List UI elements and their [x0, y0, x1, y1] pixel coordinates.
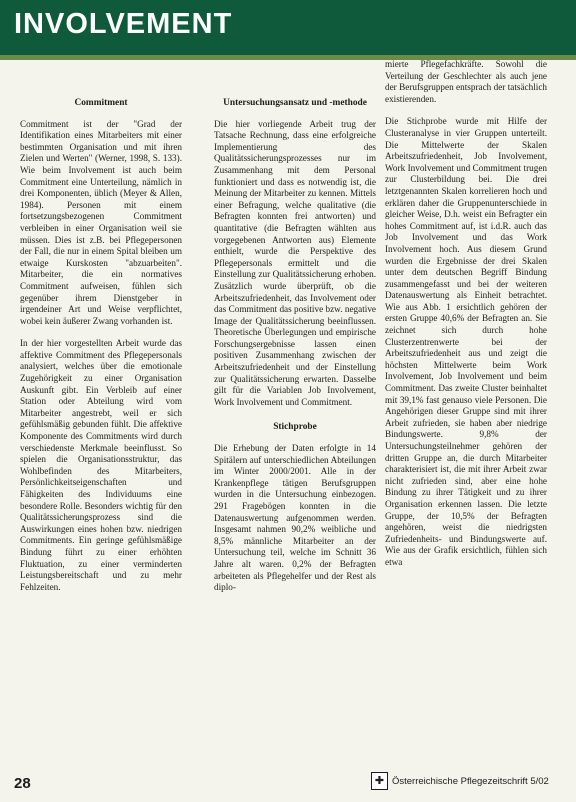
column-2	[214, 98, 376, 605]
paragraph: mierte Pflegefachkräfte. Sowohl die Verteilung der Geschlechter als auch jene der Berufsgruppen entsprach der tatsächlich existierenden.	[385, 59, 547, 104]
cross-logo-icon: ✚	[371, 772, 388, 790]
paragraph: In der hier vorgestellten Arbeit wurde das affektive Commitment des Pflegepersonals analysiert, welches über die emotionale Zugehörigkeit zu einer Organisation Auskunft gibt. Ein Verbleib auf einer Station oder Abteilung wird vom Mitarbeiter angestrebt, weil er sich gefühlsmäßig gebunden fühlt. Die affektive Komponente des Commitments wird durch verschiedenste Merkmale beeinflusst. So spielen die Organisationsstruktur, das Wohlbefinden des Mitarbeiters, Persönlichkeitseigenschaften und Fähigkeiten des Individuums eine besondere Rolle. Besonders wichtig für den Qualitätssicherungsprozess sind die Auswirkungen eines hohen bzw. niedrigen Commitments. Ein geringe gefühlsmäßige Bindung führt zu einer erhöhten Fluktuation, zu einer verminderten Leistungsbereitschaft und zu mehr Fehlzeiten.	[20, 338, 182, 592]
header-band	[0, 0, 576, 55]
paragraph: Die Erhebung der Daten erfolgte in 14 Spitälern auf unterschiedlichen Abteilungen im Winter 2000/2001. Alle in der Krankenpflege tätigen Berufsgruppen wurden in die Untersuchung einbezogen. 291 Fragebögen konnten in die Datenauswertung aufgenommen werden. Insgesamt nahmen 90,2% weibliche und 8,5% männliche Mitarbeiter an der Untersuchung teil, welche im Schnitt 36 Jahre alt waren. 0,2% der Befragten arbeiteten als Pflegehelfer und der Rest als diplo-	[214, 443, 376, 593]
paragraph: Die hier vorliegende Arbeit trug der Tatsache Rechnung, dass eine erfolgreiche Implementierung des Qualitätssicherungsprozesses nur im Zusammenhang mit dem Personal funktioniert und dass es notwendig ist, die Meinung der Mitarbeiter zu kennen. Mittels einer Befragung, welche qualitative (die Befragten konnten frei antworten) und quantitative (die Befragten wählten aus vorgegebenen Antworten aus) Elemente enthielt, wurde die Perspektive des Pflegepersonals ermittelt und die Einstellung zur Qualitätssicherung erhoben. Zusätzlich wurde überprüft, ob die Arbeitszufriedenheit, das Involvement oder das Commitment das positive bzw. negative Image der Qualitätssicherung beeinflussen. Theoretische Überlegungen und empirische Forschungsergebnisse lassen einen positiven Zusammenhang zwischen der Arbeitszufriedenheit und der Einstellung zur Qualitätssicherung erwarten. Dasselbe gilt für die Variablen Job Involvement, Work Involvement und Commitment.	[214, 118, 376, 407]
paragraph: Commitment ist der "Grad der Identifikation eines Mitarbeiters mit einer bestimmten Organisation und mit ihren Zielen und Werten" (Werner, 1998, S. 133). Wie beim Involvement ist auch beim Commitment eine Unterteilung, nämlich in drei Komponenten, üblich (Meyer & Allen, 1984). Personen mit einem fortsetzungsbezogenen Commitment verbleiben in einer Organisation weil sie müssen. Dies ist z.B. bei Pflegepersonen der Fall, die nur in einem Spital bleiben um etwaige Kurskosten "abzuarbeiten". Mitarbeiter, die ein normatives Commitment aufweisen, fühlen sich gegenüber ihrem Dienstgeber in irgendeiner Art und Weise verpflichtet, wobei kein äußerer Zwang vorhanden ist.	[20, 118, 182, 326]
column-1	[20, 98, 182, 604]
paragraph: Die Stichprobe wurde mit Hilfe der Clusteranalyse in vier Gruppen unterteilt. Die Mittelwerte der Skalen Arbeitszufriedenheit, Job Involvement, Work Involvement und Commitment trugen zur Clusterbildung bei. Die drei letztgenannten Skalen korrelieren hoch und erklären daher die Gruppenunterschiede in gleicher Weise, D.h. weist ein Befragter ein hohes Commitment auf, ist i.d.R. auch das Job Involvement und das Work Involvement hoch. Aus diesem Grund wurden die Ergebnisse der drei Skalen unter dem deutschen Begriff Bindung zusammengefasst und bei der weiteren Datenauswertung als Einheit betrachtet. Wie aus Abb. 1 ersichtlich gehören der ersten Gruppe 40,6% der Befragten an. Sie zeichnet sich durch hohe Clusterzentrenwerte bei der Arbeitszufriedenheit aus und zeigt die höchsten Mittelwerte beim Work Involvement, Job Involvement und beim Commitment. Das zweite Cluster beinhaltet mit 39,1% fast genauso viele Personen. Die Angehörigen dieser Gruppe sind mit ihrer Arbeit zufrieden, sie haben aber niedrige Bindungswerte. 9,8% der Untersuchungsteilnehmer gehören der dritten Gruppe an, die durch Mitarbeiter charakterisiert ist, die mit ihrer Arbeit zwar nicht zufrieden sind, aber eine hohe Bindung zu ihrer Tätigkeit und zu ihrer Organisation erkennen lassen. Die letzte Gruppe, der 10,5% der Befragten angehören, weist die niedrigsten Zufriedenheits- und Bindungswerte auf. Wie aus der Grafik ersichtlich, fühlen sich etwa	[385, 116, 547, 567]
section-title: INVOLVEMENT	[14, 8, 233, 40]
journal-name: Österreichische Pflegezeitschrift 5/02	[392, 776, 549, 787]
column-3	[385, 59, 547, 580]
heading-untersuchungsansatz: Untersuchungsansatz und -methode	[223, 98, 367, 108]
page-number: 28	[14, 775, 31, 792]
heading-stichprobe: Stichprobe	[273, 422, 317, 433]
heading-commitment: Commitment	[74, 98, 128, 108]
